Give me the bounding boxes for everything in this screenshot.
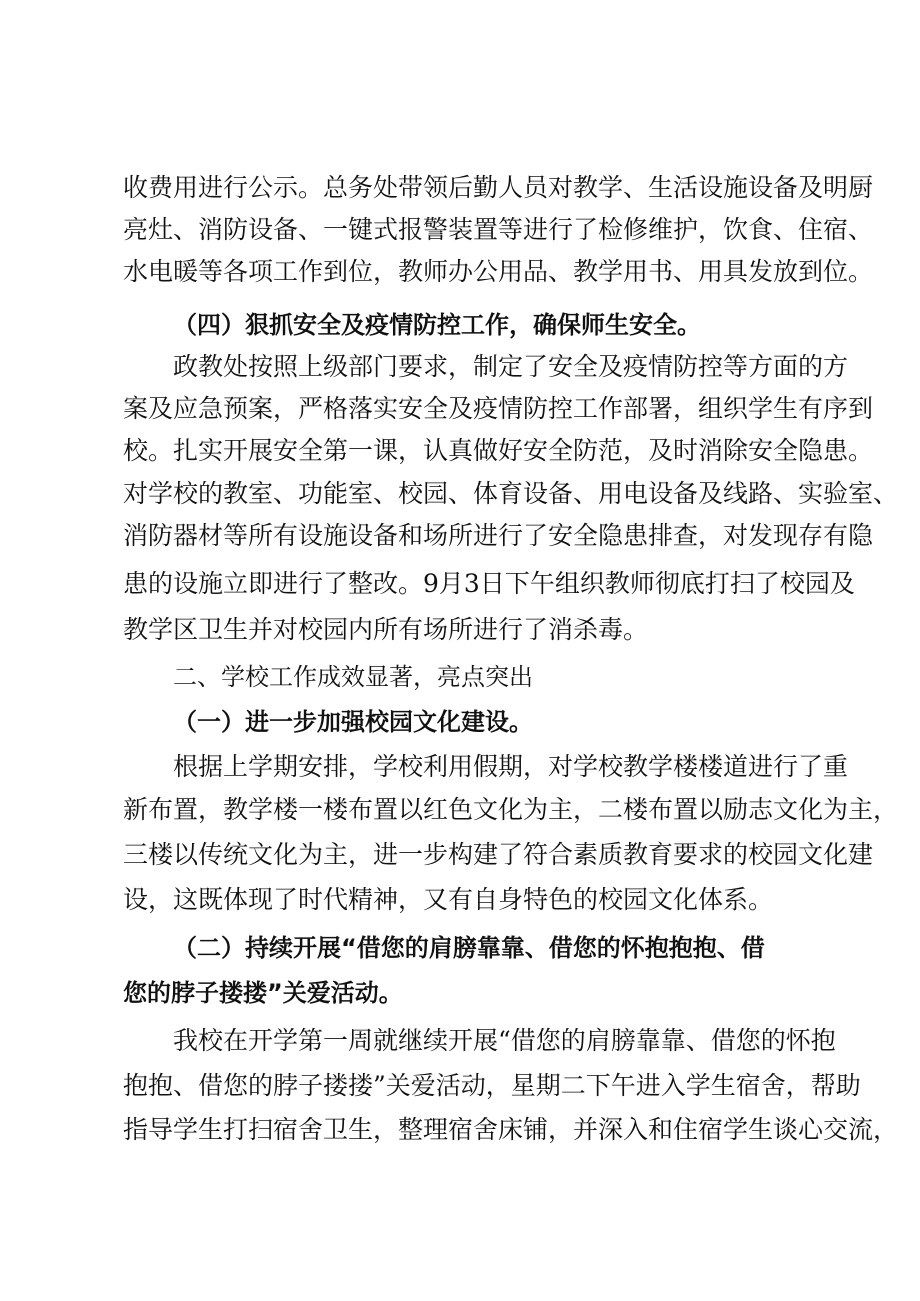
body-line: 根据上学期安排，学校利用假期，对学校教学楼楼道进行了重: [173, 752, 849, 781]
body-line: 教学区卫生并对校园内所有场所进行了消杀毒。: [123, 615, 649, 644]
body-line: 患的设施立即进行了整改。9月3日下午组织教师彻底打扫了校园及: [123, 569, 855, 598]
section-heading: （四）狠抓安全及疫情防控工作，确保师生安全。: [173, 311, 701, 339]
body-line: 三楼以传统文化为主，进一步构建了符合素质教育要求的校园文化建: [123, 840, 874, 869]
body-line: 收费用进行公示。总务处带领后勤人员对教学、生活设施设备及明厨: [123, 173, 874, 202]
body-line: 政教处按照上级部门要求，制定了安全及疫情防控等方面的方: [173, 352, 849, 381]
body-line: 消防器材等所有设施设备和场所进行了安全隐患排查，对发现存有隐: [123, 521, 874, 550]
body-line: 我校在开学第一周就继续开展“借您的肩膀靠靠、借您的怀抱: [173, 1026, 836, 1055]
section-heading: （二）持续开展“借您的肩膀靠靠、借您的怀抱抱抱、借: [173, 934, 765, 962]
body-line: 校。扎实开展安全第一课，认真做好安全防范，及时消除安全隐患。: [123, 436, 874, 465]
body-line: 抱抱、借您的脖子搂搂”关爱活动，星期二下午进入学生宿舍，帮助: [123, 1071, 861, 1100]
body-line: 案及应急预案，严格落实安全及疫情防控工作部署，组织学生有序到: [123, 394, 874, 423]
chapter-heading: 二、学校工作成效显著，亮点突出: [173, 663, 533, 691]
body-line: 水电暖等各项工作到位，教师办公用品、教学用书、用具发放到位。: [123, 257, 874, 286]
section-heading: （一）进一步加强校园文化建设。: [173, 708, 533, 736]
body-line: 新布置，教学楼一楼布置以红色文化为主，二楼布置以励志文化为主，: [123, 795, 899, 824]
section-heading-continued: 您的脖子搂搂”关爱活动。: [123, 979, 403, 1007]
body-line: 亮灶、消防设备、一键式报警装置等进行了检修维护，饮食、住宿、: [123, 215, 874, 244]
body-line: 对学校的教室、功能室、校园、体育设备、用电设备及线路、实验室、: [123, 479, 899, 508]
body-line: 指导学生打扫宿舍卫生，整理宿舍床铺，并深入和住宿学生谈心交流，: [123, 1115, 899, 1144]
body-line: 设，这既体现了时代精神，又有自身特色的校园文化体系。: [123, 885, 774, 914]
